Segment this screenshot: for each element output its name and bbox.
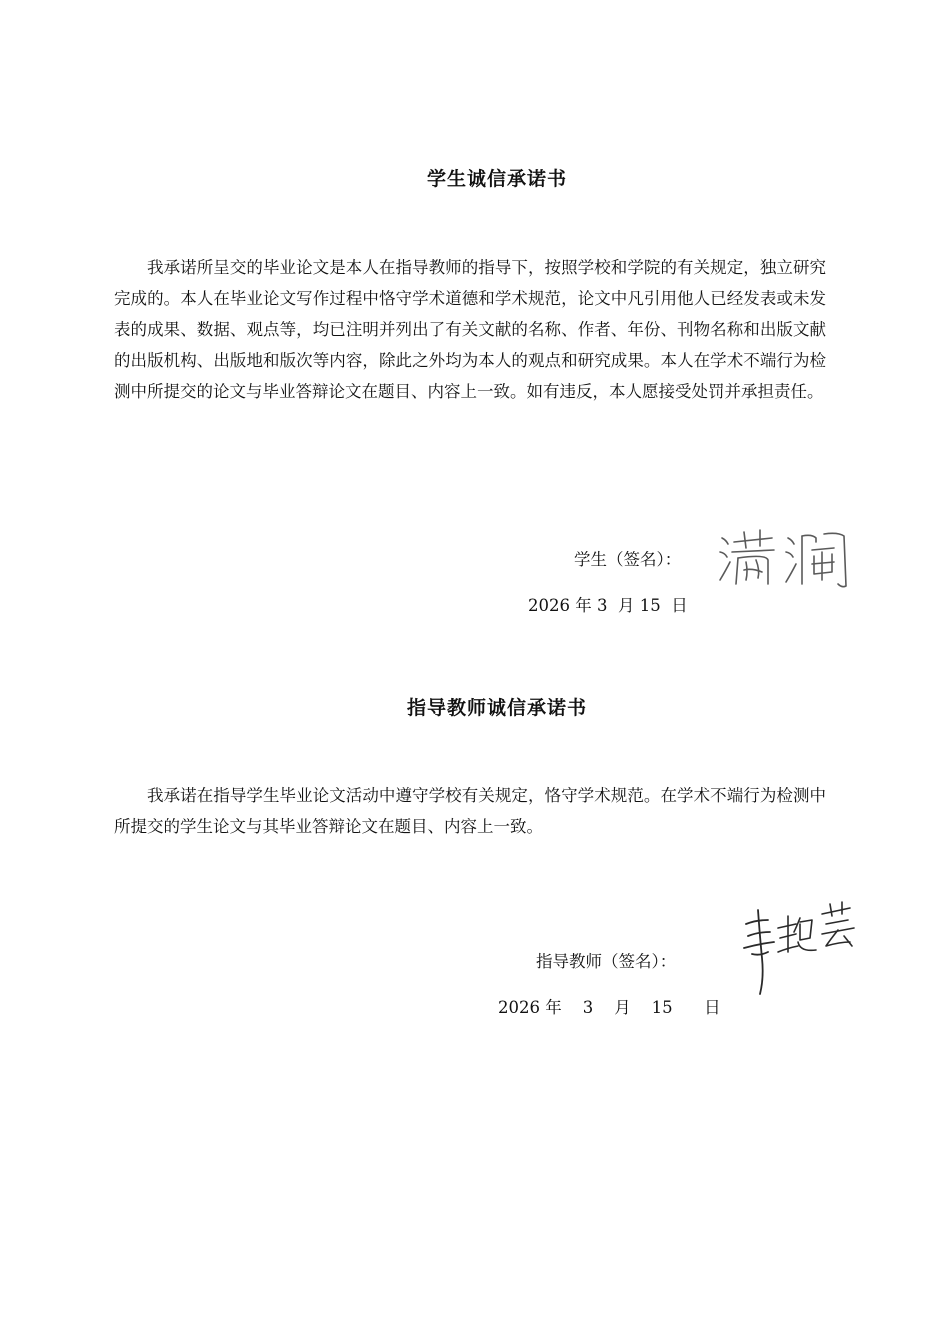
student-sign-date: 2026 年 3 月 15 日 — [528, 596, 688, 615]
student-pledge-title: 学生诚信承诺书 — [426, 168, 567, 190]
student-signature-label: 学生（签名）： — [574, 550, 682, 569]
teacher-signature-label: 指导教师（签名）： — [536, 952, 677, 971]
teacher-handwritten-signature — [738, 898, 864, 998]
teacher-sign-date: 2026 年 3 月 15 日 — [498, 998, 721, 1017]
teacher-pledge-paragraph: 我承诺在指导学生毕业论文活动中遵守学校有关规定，恪守学术规范。在学术不端行为检测中所提交的学生论文与其毕业答辩论文在题目、内容上一致。 — [114, 786, 826, 836]
student-handwritten-signature — [716, 524, 856, 590]
teacher-pledge-title: 指导教师诚信承诺书 — [406, 697, 587, 719]
student-pledge-paragraph: 我承诺所呈交的毕业论文是本人在指导教师的指导下，按照学校和学院的有关规定，独立研究完成的。本人在毕业论文写作过程中恪守学术道德和学术规范，论文中凡引用他人已经发表或未发表的成果、数据、观点等，均已注明并列出了有关文献的名称、作者、年份、刊物名称和出版文献的出版机构、出版地和版次等内容，除此之外均为本人的观点和研究成果。本人在学术不端行为检测中所提交的论文与毕业答辩论文在题目、内容上一致。如有违反，本人愿接受处罚并承担责任。 — [114, 258, 826, 401]
